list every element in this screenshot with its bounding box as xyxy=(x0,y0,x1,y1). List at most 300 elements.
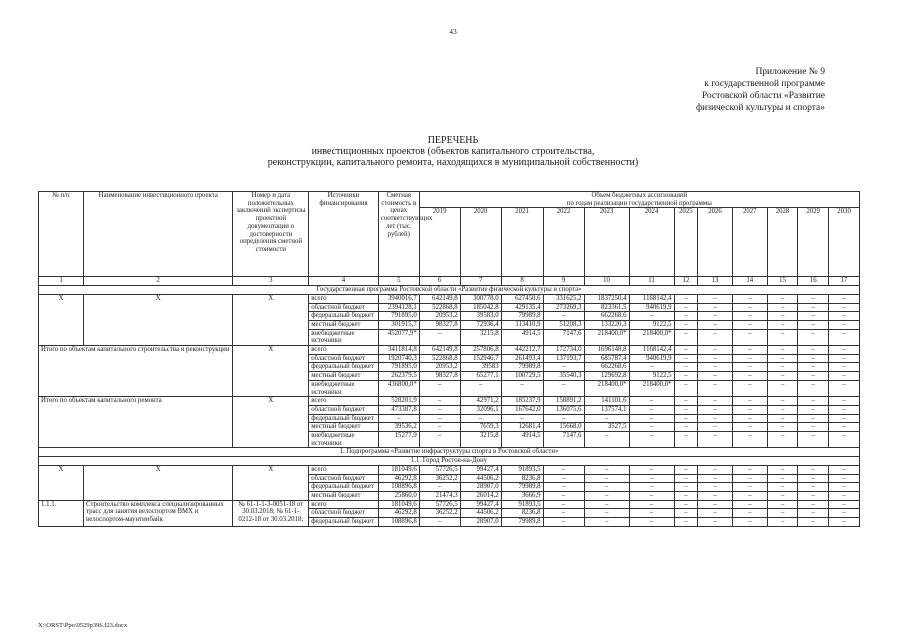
amount-cell: 791895,0 xyxy=(378,312,419,321)
amount-cell: – xyxy=(732,483,767,492)
amount-cell: – xyxy=(584,500,629,509)
column-number: 16 xyxy=(798,277,829,286)
funding-source: федеральный бюджет xyxy=(309,312,379,321)
amount-cell: 3215,8 xyxy=(460,329,501,345)
funding-source: внебюджетные источники xyxy=(309,432,379,448)
amount-cell: 300778,0 xyxy=(460,294,501,303)
amount-cell: – xyxy=(829,303,860,312)
funding-source: федеральный бюджет xyxy=(309,483,379,492)
amount-cell: 4914,5 xyxy=(501,329,543,345)
amount-cell: 36252,2 xyxy=(419,474,460,483)
amount-cell: – xyxy=(419,405,460,414)
column-number: 13 xyxy=(698,277,733,286)
amount-cell: – xyxy=(767,432,798,448)
amount-cell: – xyxy=(698,465,733,474)
amount-cell: 7147,6 xyxy=(543,329,584,345)
appendix-line: физической культуры и спорта» xyxy=(695,103,825,113)
amount-cell: – xyxy=(674,509,698,518)
amount-cell: 791895,0 xyxy=(378,363,419,372)
amount-cell: – xyxy=(829,518,860,527)
amount-cell: – xyxy=(829,474,860,483)
city-section-row: 1.1. Город Ростов-на-Дону xyxy=(39,457,860,466)
amount-cell: 39583,0 xyxy=(460,312,501,321)
amount-cell: 137193,7 xyxy=(543,354,584,363)
amount-cell: 1168142,4 xyxy=(629,294,674,303)
amount-cell: 99427,4 xyxy=(460,465,501,474)
amount-cell: 3527,5 xyxy=(584,423,629,432)
amount-cell: 8236,8 xyxy=(501,474,543,483)
amount-cell: – xyxy=(584,509,629,518)
amount-cell: 79989,8 xyxy=(501,483,543,492)
amount-cell: – xyxy=(501,380,543,396)
amount-cell: 91893,5 xyxy=(501,500,543,509)
amount-cell: – xyxy=(732,509,767,518)
header-num: № п/п xyxy=(39,192,84,277)
funding-source: областной бюджет xyxy=(309,509,379,518)
amount-cell: – xyxy=(674,380,698,396)
amount-cell: – xyxy=(798,294,829,303)
amount-cell: 331625,2 xyxy=(543,294,584,303)
amount-cell: 79989,8 xyxy=(501,518,543,527)
amount-cell: – xyxy=(767,380,798,396)
amount-cell: 442212,7 xyxy=(501,346,543,355)
amount-cell: 136075,6 xyxy=(543,405,584,414)
amount-cell: – xyxy=(674,320,698,329)
funding-source: федеральный бюджет xyxy=(309,518,379,527)
amount-cell: 2394128,1 xyxy=(378,303,419,312)
amount-cell: – xyxy=(829,354,860,363)
x-marker: X xyxy=(233,465,309,500)
amount-cell: 46292,8 xyxy=(378,474,419,483)
amount-cell: 98327,8 xyxy=(419,320,460,329)
amount-cell: – xyxy=(584,432,629,448)
amount-cell: 20953,2 xyxy=(419,363,460,372)
amount-cell: – xyxy=(543,414,584,423)
amount-cell: – xyxy=(674,483,698,492)
amount-cell: 79989,8 xyxy=(501,312,543,321)
amount-cell: – xyxy=(732,354,767,363)
funding-source: внебюджетные источники xyxy=(309,380,379,396)
amount-cell: 57726,5 xyxy=(419,500,460,509)
column-number: 10 xyxy=(584,277,629,286)
amount-cell: 1696148,8 xyxy=(584,346,629,355)
amount-cell: – xyxy=(767,294,798,303)
amount-cell: – xyxy=(732,491,767,500)
funding-source: областной бюджет xyxy=(309,474,379,483)
amount-cell: – xyxy=(829,432,860,448)
appendix-line: Приложение № 9 xyxy=(755,67,825,77)
amount-cell: 32096,1 xyxy=(460,405,501,414)
amount-cell: 257806,8 xyxy=(460,346,501,355)
project-number: 1.1.1. xyxy=(39,500,84,526)
amount-cell: 218400,0* xyxy=(629,380,674,396)
column-number: 14 xyxy=(732,277,767,286)
amount-cell: – xyxy=(698,354,733,363)
amount-cell: – xyxy=(732,329,767,345)
amount-cell: 218400,0* xyxy=(584,380,629,396)
header-expertise: Номер и дата положительных заключений экспертизы проектной документации о достоверности определения сметной стоимости xyxy=(233,192,309,277)
amount-cell: – xyxy=(698,346,733,355)
funding-source: внебюджетные источники xyxy=(309,329,379,345)
investment-table xyxy=(38,191,860,527)
amount-cell: – xyxy=(829,491,860,500)
x-marker: X xyxy=(233,346,309,397)
amount-cell: 9122,5 xyxy=(629,372,674,381)
amount-cell: – xyxy=(629,414,674,423)
amount-cell: 8236,8 xyxy=(501,509,543,518)
x-marker: X xyxy=(84,294,233,345)
x-marker: X xyxy=(233,397,309,448)
amount-cell: 823361,5 xyxy=(584,303,629,312)
amount-cell: 9122,5 xyxy=(629,320,674,329)
header-year: 2020 xyxy=(460,208,501,277)
amount-cell: 522868,8 xyxy=(419,303,460,312)
amount-cell: – xyxy=(732,423,767,432)
amount-cell: – xyxy=(767,423,798,432)
amount-cell: – xyxy=(829,294,860,303)
amount-cell: 7147,6 xyxy=(543,432,584,448)
page-number: 43 xyxy=(449,27,457,36)
amount-cell: – xyxy=(798,465,829,474)
amount-cell: – xyxy=(543,500,584,509)
header-year: 2019 xyxy=(419,208,460,277)
amount-cell: – xyxy=(732,294,767,303)
amount-cell: – xyxy=(543,491,584,500)
amount-cell: – xyxy=(798,380,829,396)
amount-cell: – xyxy=(419,483,460,492)
amount-cell: – xyxy=(829,312,860,321)
amount-cell: 15277,9 xyxy=(378,432,419,448)
header-year: 2025 xyxy=(674,208,698,277)
amount-cell: – xyxy=(698,372,733,381)
amount-cell: 522868,8 xyxy=(419,354,460,363)
amount-cell: – xyxy=(829,405,860,414)
amount-cell: 35540,3 xyxy=(543,372,584,381)
data-row xyxy=(39,500,860,509)
amount-cell: 473387,8 xyxy=(378,405,419,414)
amount-cell: – xyxy=(698,303,733,312)
column-number-row xyxy=(39,277,860,286)
amount-cell: 662268,6 xyxy=(584,363,629,372)
amount-cell: 44506,2 xyxy=(460,509,501,518)
header-sources: Источники финансирования xyxy=(309,192,379,277)
header-year: 2026 xyxy=(698,208,733,277)
amount-cell: – xyxy=(829,380,860,396)
amount-cell: – xyxy=(584,414,629,423)
amount-cell: – xyxy=(732,465,767,474)
amount-cell: 185237,9 xyxy=(501,397,543,406)
amount-cell: – xyxy=(674,414,698,423)
amount-cell: – xyxy=(674,354,698,363)
funding-source: федеральный бюджет xyxy=(309,414,379,423)
amount-cell: – xyxy=(732,380,767,396)
amount-cell: – xyxy=(732,474,767,483)
amount-cell: 181049,6 xyxy=(378,500,419,509)
funding-source: федеральный бюджет xyxy=(309,363,379,372)
amount-cell: – xyxy=(732,397,767,406)
amount-cell: – xyxy=(419,397,460,406)
amount-cell: – xyxy=(698,329,733,345)
amount-cell: – xyxy=(674,303,698,312)
amount-cell: 51208,3 xyxy=(543,320,584,329)
amount-cell: – xyxy=(543,465,584,474)
amount-cell: – xyxy=(378,414,419,423)
amount-cell: 99427,4 xyxy=(460,500,501,509)
subprogram-section-row: 1. Подпрограмма «Развитие инфраструктуры спорта в Ростовской области» xyxy=(39,448,860,457)
amount-cell: 642149,8 xyxy=(419,346,460,355)
amount-cell: – xyxy=(829,414,860,423)
amount-cell: – xyxy=(732,518,767,527)
amount-cell: – xyxy=(798,423,829,432)
column-number: 15 xyxy=(767,277,798,286)
project-name: Строительство комплекса специализированных трасс для занятия велоспортом ВМХ и велоспортом-маунтинбайк xyxy=(84,500,233,526)
amount-cell: 42971,2 xyxy=(460,397,501,406)
amount-cell: – xyxy=(798,474,829,483)
amount-cell: – xyxy=(829,346,860,355)
amount-cell: – xyxy=(732,500,767,509)
x-marker: X xyxy=(84,465,233,500)
amount-cell: – xyxy=(829,363,860,372)
amount-cell: – xyxy=(629,500,674,509)
header-year: 2027 xyxy=(732,208,767,277)
amount-cell: – xyxy=(798,354,829,363)
amount-cell: 15668,0 xyxy=(543,423,584,432)
amount-cell: 3940016,7 xyxy=(378,294,419,303)
amount-cell: – xyxy=(543,483,584,492)
amount-cell: – xyxy=(674,491,698,500)
amount-cell: 7659,3 xyxy=(460,423,501,432)
total-repair-label: Итого по объектам капитального ремонта xyxy=(39,397,233,448)
amount-cell: – xyxy=(419,518,460,527)
amount-cell: – xyxy=(767,414,798,423)
amount-cell: 20953,2 xyxy=(419,312,460,321)
funding-source: местный бюджет xyxy=(309,320,379,329)
amount-cell: – xyxy=(543,474,584,483)
header-year: 2021 xyxy=(501,208,543,277)
amount-cell: 627450,6 xyxy=(501,294,543,303)
program-section-row: Государственная программа Ростовской области «Развитие физической культуры и спорта» xyxy=(39,286,860,295)
header-volume xyxy=(419,192,859,208)
amount-cell: – xyxy=(767,491,798,500)
amount-cell: 642149,8 xyxy=(419,294,460,303)
appendix-line: к государственной программе xyxy=(704,79,825,89)
amount-cell: – xyxy=(419,329,460,345)
amount-cell: 39536,2 xyxy=(378,423,419,432)
amount-cell: 940619,9 xyxy=(629,354,674,363)
amount-cell: – xyxy=(798,518,829,527)
amount-cell: – xyxy=(419,380,460,396)
data-row xyxy=(39,294,860,303)
amount-cell: – xyxy=(674,500,698,509)
amount-cell: – xyxy=(767,312,798,321)
amount-cell: – xyxy=(419,432,460,448)
amount-cell: – xyxy=(629,518,674,527)
amount-cell: 685787,4 xyxy=(584,354,629,363)
amount-cell: 172734,0 xyxy=(543,346,584,355)
x-marker: X xyxy=(39,294,84,345)
amount-cell: – xyxy=(674,518,698,527)
amount-cell: – xyxy=(798,346,829,355)
amount-cell: – xyxy=(584,483,629,492)
amount-cell: – xyxy=(698,380,733,396)
amount-cell: – xyxy=(829,397,860,406)
amount-cell: – xyxy=(584,474,629,483)
funding-source: всего xyxy=(309,500,379,509)
amount-cell: – xyxy=(767,509,798,518)
amount-cell: – xyxy=(674,465,698,474)
amount-cell: 65277,1 xyxy=(460,372,501,381)
amount-cell: – xyxy=(674,405,698,414)
amount-cell: – xyxy=(767,500,798,509)
funding-source: всего xyxy=(309,346,379,355)
amount-cell: – xyxy=(732,372,767,381)
amount-cell: – xyxy=(732,303,767,312)
amount-cell: – xyxy=(629,312,674,321)
amount-cell: – xyxy=(698,509,733,518)
amount-cell: – xyxy=(798,372,829,381)
amount-cell: – xyxy=(674,294,698,303)
amount-cell: 1920740,3 xyxy=(378,354,419,363)
amount-cell: 28907,0 xyxy=(460,518,501,527)
amount-cell: – xyxy=(698,500,733,509)
funding-source: местный бюджет xyxy=(309,491,379,500)
document-title xyxy=(0,135,906,168)
amount-cell: 181049,6 xyxy=(378,465,419,474)
amount-cell: – xyxy=(629,405,674,414)
amount-cell: – xyxy=(674,423,698,432)
funding-source: всего xyxy=(309,397,379,406)
column-number: 1 xyxy=(39,277,84,286)
amount-cell: – xyxy=(798,500,829,509)
column-number: 2 xyxy=(84,277,233,286)
header-year: 2028 xyxy=(767,208,798,277)
amount-cell: – xyxy=(674,312,698,321)
amount-cell: 218400,0* xyxy=(584,329,629,345)
amount-cell: 25860,0 xyxy=(378,491,419,500)
amount-cell: – xyxy=(698,414,733,423)
header-year: 2022 xyxy=(543,208,584,277)
amount-cell: 158891,2 xyxy=(543,397,584,406)
amount-cell: 218400,0* xyxy=(629,329,674,345)
amount-cell: – xyxy=(584,518,629,527)
amount-cell: 100729,5 xyxy=(501,372,543,381)
amount-cell: – xyxy=(767,518,798,527)
amount-cell: 301915,7 xyxy=(378,320,419,329)
amount-cell: – xyxy=(629,491,674,500)
amount-cell: 72936,4 xyxy=(460,320,501,329)
data-row xyxy=(39,346,860,355)
subprogram-section-row xyxy=(39,448,860,457)
amount-cell: 3666,9 xyxy=(501,491,543,500)
funding-source: областной бюджет xyxy=(309,405,379,414)
column-number: 4 xyxy=(309,277,379,286)
title-line: ПЕРЕЧЕНЬ xyxy=(427,135,479,146)
amount-cell: 57726,5 xyxy=(419,465,460,474)
amount-cell: – xyxy=(698,474,733,483)
amount-cell: – xyxy=(674,346,698,355)
amount-cell: – xyxy=(798,483,829,492)
amount-cell: 436800,0* xyxy=(378,380,419,396)
amount-cell: – xyxy=(798,363,829,372)
amount-cell: – xyxy=(829,320,860,329)
header-volume-subtitle: по годам реализации государственной программы xyxy=(566,199,712,207)
header-name: Наименование инвестиционного проекта xyxy=(84,192,233,277)
funding-source: всего xyxy=(309,465,379,474)
amount-cell: 4914,5 xyxy=(501,432,543,448)
amount-cell: – xyxy=(698,518,733,527)
amount-cell: – xyxy=(698,312,733,321)
amount-cell: – xyxy=(698,405,733,414)
amount-cell: – xyxy=(732,363,767,372)
amount-cell: – xyxy=(798,320,829,329)
amount-cell: 273269,3 xyxy=(543,303,584,312)
amount-cell: – xyxy=(698,491,733,500)
header-year: 2030 xyxy=(829,208,860,277)
amount-cell: – xyxy=(798,414,829,423)
appendix-header xyxy=(635,66,825,114)
amount-cell: 36252,2 xyxy=(419,509,460,518)
amount-cell: – xyxy=(698,320,733,329)
amount-cell: – xyxy=(460,380,501,396)
amount-cell: – xyxy=(674,397,698,406)
amount-cell: 185042,8 xyxy=(460,303,501,312)
title-line: реконструкции, капитального ремонта, находящихся в муниципальной собственности) xyxy=(267,157,639,168)
amount-cell: 167642,0 xyxy=(501,405,543,414)
amount-cell: – xyxy=(732,432,767,448)
amount-cell: 129692,8 xyxy=(584,372,629,381)
data-row xyxy=(39,397,860,406)
amount-cell: – xyxy=(543,380,584,396)
amount-cell: 44506,2 xyxy=(460,474,501,483)
amount-cell: – xyxy=(767,303,798,312)
amount-cell: – xyxy=(829,423,860,432)
column-number: 8 xyxy=(501,277,543,286)
header-year: 2024 xyxy=(629,208,674,277)
amount-cell: – xyxy=(543,312,584,321)
amount-cell: – xyxy=(674,329,698,345)
amount-cell: 28907,0 xyxy=(460,483,501,492)
amount-cell: – xyxy=(698,294,733,303)
header-year: 2029 xyxy=(798,208,829,277)
amount-cell: – xyxy=(732,312,767,321)
amount-cell: – xyxy=(698,483,733,492)
amount-cell: 12681,4 xyxy=(501,423,543,432)
amount-cell: 108896,8 xyxy=(378,518,419,527)
amount-cell: – xyxy=(829,509,860,518)
column-number: 6 xyxy=(419,277,460,286)
amount-cell: 152946,7 xyxy=(460,354,501,363)
amount-cell: 137574,1 xyxy=(584,405,629,414)
amount-cell: – xyxy=(543,363,584,372)
column-number: 9 xyxy=(543,277,584,286)
amount-cell: – xyxy=(767,483,798,492)
amount-cell: – xyxy=(674,363,698,372)
amount-cell: – xyxy=(767,405,798,414)
amount-cell: – xyxy=(584,491,629,500)
column-number: 7 xyxy=(460,277,501,286)
amount-cell: – xyxy=(460,414,501,423)
amount-cell: – xyxy=(629,483,674,492)
amount-cell: – xyxy=(543,509,584,518)
amount-cell: – xyxy=(674,432,698,448)
amount-cell: 1168142,4 xyxy=(629,346,674,355)
column-number: 12 xyxy=(674,277,698,286)
amount-cell: – xyxy=(629,509,674,518)
amount-cell: – xyxy=(798,509,829,518)
amount-cell: 3411814,8 xyxy=(378,346,419,355)
amount-cell: 3215,8 xyxy=(460,432,501,448)
amount-cell: – xyxy=(629,465,674,474)
